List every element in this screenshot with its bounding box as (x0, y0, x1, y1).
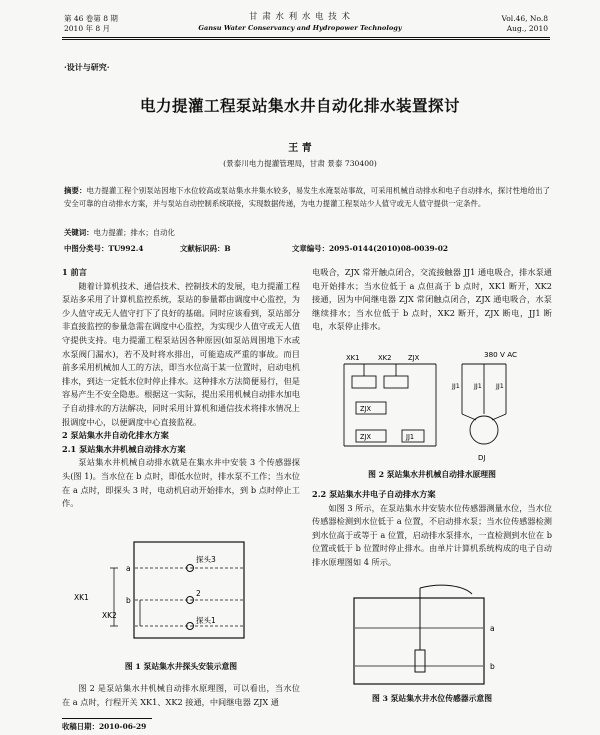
xk2-contact-label: XK2 (378, 354, 392, 362)
left-column-bottom (62, 682, 300, 709)
keywords-text: 电力提灌；排水；自动化 (93, 228, 175, 237)
keywords (64, 227, 550, 238)
header-journal-cn: 甘 肃 水 利 水 电 技 术 (249, 12, 351, 22)
section-2-2-heading: 2.2 泵站集水井电子自动排水方案 (312, 489, 436, 499)
level-a-label: a (126, 564, 131, 573)
level-sensor (415, 650, 425, 672)
sensor-cable (420, 585, 472, 594)
header-rule (62, 37, 550, 38)
paper-title: 电力提灌工程泵站集水井自动化排水装置探讨 (139, 97, 460, 115)
jj1-contact-3: JJ1 (496, 382, 504, 390)
section-1-paragraph: 随着计算机技术、通信技术、控制技术的发展，电力提灌工程泵站多采用了计算机监控系统，泵站的参量都由调度中心监控，为少人值守或无人值守打下了良好的基础。同时应该看到，泵站部分非直接监控的参量急需在调度中心监控，为实现少人值守或无人值守提供支持。电力提灌工程泵站因各种原因(如泵站周围地下水或水泵阀门漏水)，若不及时将水排出，可能造成严重的事故。而目前多采用机械加人工的方法，即当水位高于某一位置时，启动电机排水，到达一定低水位时停止排水。这种排水方法简便易行，但是容易产生不安全隐患。根据这一实际，提出采用机械自动排水加电子自动排水的方法解决，同时采用计算机和通信技术将排水情况上报调度中心，以便调度中心直接监视。 (62, 280, 300, 427)
affiliation: (景泰川电力提灌管理局，甘肃 景泰 730400) (223, 159, 377, 168)
continued-paragraph: 电吸合，ZJX 常开触点闭合，交流接触器 JJ1 通电吸合，排水泵通电开始排水；当水位低于 a 点但高于 b 点时，XK1 断开，XK2 接通，因为中间继电器 ZJX 常闭触点闭合，ZJX 通电吸合，水泵继续排水；当水位低于 b 点时，XK2 断开，ZJX 断电，JJ1 断电，水泵停止排水。 (312, 267, 552, 332)
xk2-switch (384, 376, 408, 388)
xk2-label: XK2 (102, 611, 117, 620)
jj1-contact-1: JJ1 (452, 382, 460, 390)
clc-number: 中图分类号：TU992.4 (64, 244, 144, 253)
xk1-contact-label: XK1 (346, 354, 360, 362)
level-b-label: b (126, 596, 131, 605)
header-rule-2 (62, 39, 550, 40)
section-2-heading: 2 泵站集水井自动化排水方案 (62, 430, 169, 441)
zjx-coil-label: ZJX (360, 405, 371, 413)
right-column-top (312, 266, 552, 334)
voltage-label: 380 V AC (484, 350, 518, 359)
figure-3-caption: 图 3 泵站集水井水位传感器示意图 (371, 694, 492, 703)
jj1-contact-2: JJ1 (474, 382, 482, 390)
probe-3-label: 探头3 (196, 555, 216, 564)
jj1-coil-label: JJ1 (406, 433, 415, 441)
figure-1 (62, 528, 300, 658)
motor-label: DJ (478, 454, 486, 462)
author: 王 青 (288, 143, 312, 154)
xk1-label: XK1 (74, 593, 89, 602)
footnote-rule (62, 718, 152, 719)
figure-1-caption: 图 1 泵站集水井探头安装示意图 (124, 662, 238, 671)
right-column-middle (312, 488, 552, 570)
header-issue: Vol.46, No.8 (501, 14, 548, 23)
section-2-1-heading: 2.1 泵站集水井机械自动排水方案 (62, 443, 186, 454)
header-journal-en: Gansu Water Conservancy and Hydropower Technology (198, 24, 402, 32)
sump-well-3 (354, 598, 484, 684)
zjx-contact-2-label: ZJX (360, 433, 371, 441)
figure-2-caption: 图 2 泵站集水井机械自动排水原理图 (368, 470, 496, 479)
probe-1-label: 探头1 (196, 616, 216, 625)
motor-symbol (470, 416, 498, 444)
header-volume: 第 46 卷第 8 期 (64, 14, 118, 23)
section-tag: ·设计与研究· (64, 62, 110, 72)
sump-well (134, 542, 244, 638)
abstract (64, 184, 550, 210)
abstract-text: 电力提灌工程个别泵站因地下水位较高或泵站集水井集水较多，易发生水淹泵站事故，可采用机械自动排水和电子自动排水，探讨性地给出了安全可靠的自动排水方案，并与泵站自动控制系统联接，实现数据传递，为电力提灌工程泵站少人值守或无人值守提供一定条件。 (64, 186, 550, 209)
section-2-1-paragraph: 泵站集水井机械自动排水就是在集水井中安装 3 个传感器探头(图 1)。当水位在 b 点时，即低水位时，排水泵不工作；当水位在 a 点时，即探头 3 时，电动机启动开始排水，到 b 点时停止工作。 (62, 457, 300, 509)
received-date: 收稿日期：2010-06-29 (62, 722, 147, 731)
xk1-switch (352, 376, 376, 388)
abstract-label: 摘要： (64, 186, 87, 195)
document-code: 文献标识码：B (180, 244, 231, 253)
header-issue-date: Aug., 2010 (506, 24, 548, 33)
figure-2 (312, 344, 552, 468)
keywords-label: 关键词： (64, 228, 94, 237)
bottom-paragraph: 图 2 是泵站集水井机械自动排水原理图，可以看出，当水位在 a 点时，行程开关 XK1、XK2 接通，中间继电器 ZJX 通 (62, 683, 300, 707)
header-date: 2010 年 8 月 (64, 24, 111, 33)
figure-3 (312, 580, 552, 690)
level-b-label-3: b (490, 662, 495, 671)
zjx-contact-label: ZJX (408, 354, 420, 362)
section-1-heading: 1 前言 (62, 267, 87, 277)
article-id: 文章编号：2095-0144(2010)08-0039-02 (292, 244, 448, 253)
probe-2-label: 2 (196, 589, 201, 598)
left-column (62, 266, 300, 511)
level-a-label-3: a (490, 624, 495, 633)
section-2-2-paragraph: 如图 3 所示，在泵站集水井安装水位传感器测量水位，当水位传感器检测到水位低于 a 位置，不启动排水泵；当水位传感器检测到水位高于或等于 a 位置，启动排水泵排水，一直检测到水位在 b 位置或低于 b 位置时停止排水。由单片计算机系统构成的电子自动排水原理图如 4 所示。 (312, 502, 552, 567)
